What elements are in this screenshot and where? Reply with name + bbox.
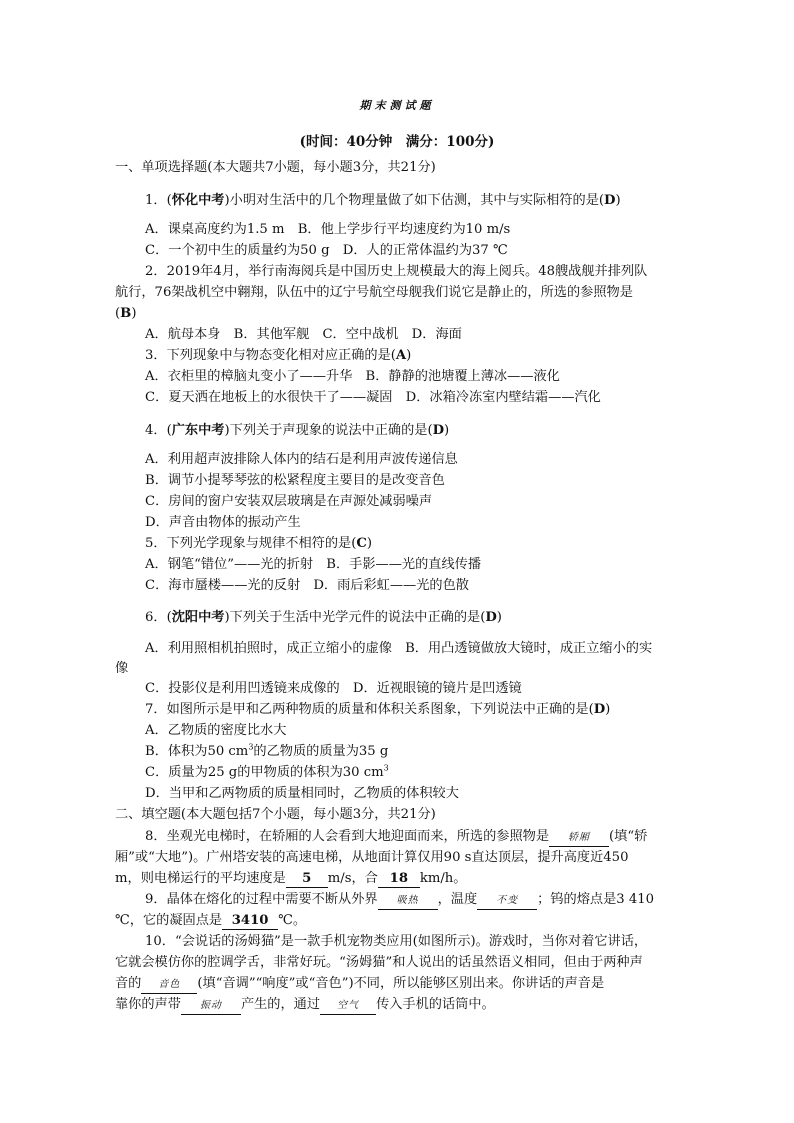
question-5-options-ab: A．钢笔“错位”——光的折射 B．手影——光的直线传播 [145, 557, 482, 572]
question-8-line2: 厢”或“大地”)。广州塔安装的高速电梯，从地面计算仅用90 s直达顶层，提升高度近450 [115, 850, 629, 865]
question-4-option-b: B．调节小提琴琴弦的松紧程度主要目的是改变音色 [145, 473, 445, 488]
question-7-option-c: C．质量为25 g的甲物质的体积为30 $cm^3$ [145, 763, 389, 780]
fill-blank: 18 [378, 871, 420, 888]
question-10-line1: 10．“会说话的汤姆猫”是一款手机宠物类应用(如图所示)。游戏时，当你对着它讲话， [145, 934, 648, 949]
question-9-line2: ℃，它的凝固点是 3410 ℃。 [115, 913, 307, 928]
question-7-option-d: D．当甲和乙两物质的质量相同时，乙物质的体积较大 [145, 786, 459, 801]
question-2-options: A．航母本身 B．其他军舰 C．空中战机 D．海面 [145, 327, 462, 342]
answer: D [593, 702, 606, 717]
question-6-options-ab-cont: 像 [115, 661, 129, 676]
fill-blank: 吸热 [378, 893, 438, 910]
source-tag: 沈阳中考 [171, 610, 225, 625]
question-10-line4: 靠你的声带 振动 产生的，通过 空气 传入手机的话筒中。 [115, 996, 685, 1015]
question-3-options-cd: C．夏天洒在地板上的水很快干了——凝固 D．冰箱冷冻室内壁结霜——汽化 [145, 390, 601, 405]
answer: D [432, 423, 445, 438]
question-6-options-ab: A．利用照相机拍照时，成正立缩小的虚像 B．用凸透镜做放大镜时，成正立缩小的实 [145, 641, 653, 656]
question-4-option-d: D．声音由物体的振动产生 [145, 515, 301, 530]
source-tag: 广东中考 [171, 423, 225, 438]
question-8-line3: m，则电梯运行的平均速度是 5 m/s，合 18 km/h。 [115, 871, 467, 886]
page-title: 期末测试题 [359, 99, 435, 112]
question-7-option-b: B．体积为50 $cm^3$的乙物质的质量为35 g [145, 742, 389, 759]
question-10-line2: 它就会模仿你的腔调学舌，非常好玩。“汤姆猫”和人说出的话虽然语义相同，但由于两种声 [115, 955, 643, 970]
question-9-line1: 9．晶体在熔化的过程中需要不断从外界 吸热 ，温度 不变 ；钨的熔点是3 410 [145, 891, 715, 910]
question-7-option-a: A．乙物质的密度比水大 [145, 723, 287, 738]
exam-info: (时间：40分钟 满分：100分) [299, 134, 495, 150]
question-6-options-cd: C．投影仪是利用凹透镜来成像的 D．近视眼镜的镜片是凹透镜 [145, 681, 522, 696]
answer: A [395, 348, 407, 363]
question-3-options-ab: A．衣柜里的樟脑丸变小了——升华 B．静静的池塘覆上薄冰——液化 [145, 369, 560, 384]
source-tag: 怀化中考 [171, 193, 225, 208]
question-7-stem: 7．如图所示是甲和乙两种物质的质量和体积关系图象，下列说法中正确的是(D) [145, 702, 611, 717]
fill-blank: 3410 [222, 913, 278, 930]
fill-blank: 轿厢 [549, 830, 609, 847]
section-heading: 二、填空题(本大题包括7个小题，每小题3分，共21分) [115, 807, 436, 822]
question-2-line2: 航行，76架战机空中翱翔，队伍中的辽宁号航空母舰我们说它是静止的，所选的参照物是 [115, 285, 633, 300]
section-heading: 一、单项选择题(本大题共7小题，每小题3分，共21分) [115, 160, 436, 175]
fill-blank: 音色 [141, 977, 197, 994]
question-1-stem: 1．(怀化中考)小明对生活中的几个物理量做了如下估测，其中与实际相符的是(D) [145, 193, 621, 208]
fill-blank: 不变 [477, 893, 537, 910]
question-2-answer: (B) [115, 306, 137, 321]
question-1-options-ab: A．课桌高度约为1.5 m B．他上学步行平均速度约为10 m/s [145, 222, 511, 237]
question-4-option-c: C．房间的窗户安装双层玻璃是在声源处减弱噪声 [145, 494, 433, 509]
question-4-stem: 4．(广东中考)下列关于声现象的说法中正确的是(D) [145, 423, 450, 438]
answer: B [120, 306, 132, 321]
fill-blank: 振动 [181, 998, 241, 1015]
question-4-option-a: A．利用超声波排除人体内的结石是利用声波传递信息 [145, 452, 458, 467]
answer: C [356, 536, 367, 551]
question-5-stem: 5．下列光学现象与规律不相符的是(C) [145, 536, 373, 551]
question-6-stem: 6．(沈阳中考)下列关于生活中光学元件的说法中正确的是(D) [145, 610, 502, 625]
question-1-options-cd: C．一个初中生的质量约为50 g D．人的正常体温约为37 ℃ [145, 243, 508, 258]
question-2-line1: 2．2019年4月，举行南海阅兵是中国历史上规模最大的海上阅兵。48艘战舰并排列队 [145, 264, 648, 279]
question-3-stem: 3．下列现象中与物态变化相对应正确的是(A) [145, 348, 412, 363]
answer: D [485, 610, 497, 625]
question-5-options-cd: C．海市蜃楼——光的反射 D．雨后彩虹——光的色散 [145, 578, 469, 593]
fill-blank: 5 [286, 871, 328, 888]
answer: D [604, 193, 616, 208]
fill-blank: 空气 [320, 998, 376, 1015]
question-10-line3: 音的 音色 (填“音调”“响度”或“音色”)不同，所以能够区别出来。你讲话的声音是 [115, 975, 685, 994]
question-8-line1: 8．坐观光电梯时，在轿厢的人会看到大地迎面而来，所选的参照物是 轿厢 (填“轿 [145, 828, 715, 847]
